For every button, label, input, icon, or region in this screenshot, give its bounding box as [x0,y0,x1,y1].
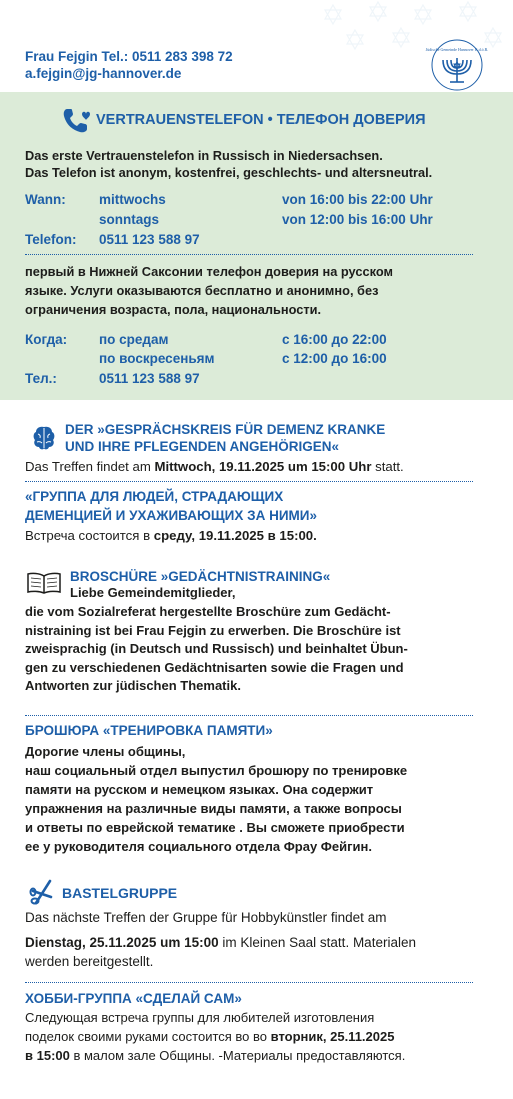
phone-heart-icon [62,106,90,134]
craft-de-line3: werden bereitgestellt. [25,954,154,969]
dementia-de-text [25,458,404,476]
craft-ru-line2 [25,1028,394,1046]
row-phone[interactable]: 0511 123 588 97 [99,232,200,247]
brochure-section [0,566,513,862]
page-header [0,0,513,92]
text-part: поделок своими руками состоится во во [25,1029,271,1044]
dementia-de-title-line1: DER »GESPRÄCHSKREIS FÜR DEMENZ KRANKE [65,422,386,437]
dementia-ru-title-line1: «ГРУППА ДЛЯ ЛЮДЕЙ, СТРАДАЮЩИХ [25,489,284,504]
text-line: и ответы по еврейской тематике . Вы сможете приобрести [25,820,405,835]
hotline-title: VERTRAUENSTELEFON • ТЕЛЕФОН ДОВЕРИЯ [96,112,426,128]
text-part: Встреча состоится в [25,528,154,543]
dementia-section [0,421,513,549]
date-text: среду, 19.11.2025 в 15:00. [153,528,317,543]
hotline-de-row [25,192,495,209]
row-day: mittwochs [99,192,166,207]
date-text: вторник, 25.11.2025 [270,1029,395,1044]
craft-section [0,877,513,1077]
text-part: im Kleinen Saal statt. Materialen [218,935,416,950]
hotline-section [0,92,513,400]
row-day: по воскресеньям [99,351,215,366]
date-text: Dienstag, 25.11.2025 um 15:00 [25,935,219,950]
brochure-de-greeting: Liebe Gemeindemitglieder, [70,585,236,600]
hotline-de-row [25,232,495,249]
contact-phone: Frau Fejgin Tel.: 0511 283 398 72 [25,49,233,64]
row-time: von 16:00 bis 22:00 Uhr [282,192,433,207]
date-text: Mittwoch, 19.11.2025 um 15:00 Uhr [154,459,372,474]
brochure-de-title: BROSCHÜRE »GEDÄCHTNISTRAINING« [70,569,331,584]
dotted-divider [25,982,473,983]
text-line: Дорогие члены общины, [25,744,186,759]
text-line: nistraining ist bei Frau Fejgin zu erwerben. Die Broschüre ist [25,622,401,638]
text-line: ее у руководителя социального отдела Фрау Фейгин. [25,839,372,854]
row-label: Тел.: [25,371,57,386]
brochure-ru-title: БРОШЮРА «ТРЕНИРОВКА ПАМЯТИ» [25,723,273,738]
open-book-icon [26,572,62,594]
brochure-ru-body [25,742,407,856]
logo-text: Jüdische Gemeinde Hannover K.d.ö.R. [425,47,489,52]
craft-ru-line1: Следующая встреча группы для любителей изготовления [25,1010,375,1025]
craft-de-title: BASTELGRUPPE [62,885,178,901]
hotline-de-line1: Das erste Vertrauenstelefon in Russisch in Niedersachsen. [25,148,383,163]
text-part: Das Treffen findet am [25,459,155,474]
text-line: Antworten zur jüdischen Thematik. [25,678,241,694]
craft-ru-title: ХОББИ-ГРУППА «СДЕЛАЙ САМ» [25,991,242,1006]
row-day: по средам [99,332,169,347]
craft-de-line2 [25,934,416,952]
craft-de-line1: Das nächste Treffen der Gruppe für Hobbykünstler findet am [25,910,387,925]
dotted-divider [25,715,473,716]
row-label: Wann: [25,192,66,207]
contact-email-link[interactable]: a.fejgin@jg-hannover.de [25,66,182,81]
row-label: Telefon: [25,232,77,247]
hotline-ru-row [25,371,495,388]
row-day: sonntags [99,212,160,227]
scissors-icon [30,879,54,905]
row-label: Когда: [25,332,68,347]
craft-ru-line3 [25,1047,405,1065]
hotline-ru-row [25,351,495,368]
text-line: памяти на русском и немецком языках. Она содержит [25,782,374,797]
hotline-ru-line3: ограничения возраста, пола, национальности. [25,302,322,317]
text-line: die vom Sozialreferat hergestellte Broschüre zum Gedächt- [25,604,391,619]
brain-icon [32,425,56,451]
date-text: в 15:00 [25,1048,70,1063]
hotline-de-row [25,212,495,229]
dementia-ru-title-line2: ДЕМЕНЦИЕЙ И УХАЖИВАЮЩИХ ЗА НИМИ» [25,508,317,523]
dotted-divider [25,481,473,482]
text-line: наш социальный отдел выпустил брошюру по тренировке [25,763,408,778]
text-line: zweisprachig (in Deutsch und Russisch) und beinhaltet Übun- [25,641,408,657]
dementia-de-title-line2: UND IHRE PFLEGENDEN ANGEHÖRIGEN« [65,439,340,454]
row-time: с 16:00 до 22:00 [282,332,387,347]
dementia-ru-text [25,527,317,545]
hotline-de-line2: Das Telefon ist anonym, kostenfrei, geschlechts- und altersneutral. [25,165,433,180]
hotline-ru-line2: языке. Услуги оказываются бесплатно и анонимно, без [25,283,379,298]
row-phone[interactable]: 0511 123 588 97 [99,371,200,386]
hotline-ru-row [25,332,495,349]
text-part: в малом зале Общины. -Материалы предоставляются. [69,1048,406,1063]
brochure-de-body [25,603,408,696]
text-line: gen zu verschiedenen Gedächtnisarten sowie die Fragen und [25,659,404,675]
row-time: von 12:00 bis 16:00 Uhr [282,212,433,227]
text-part: statt. [371,459,404,474]
row-time: с 12:00 до 16:00 [282,351,387,366]
dotted-divider [25,254,473,255]
menorah-icon [425,38,489,92]
hotline-ru-line1: первый в Нижней Саксонии телефон доверия на русском [25,264,393,279]
text-line: упражнения на различные виды памяти, а также вопросы [25,801,402,816]
